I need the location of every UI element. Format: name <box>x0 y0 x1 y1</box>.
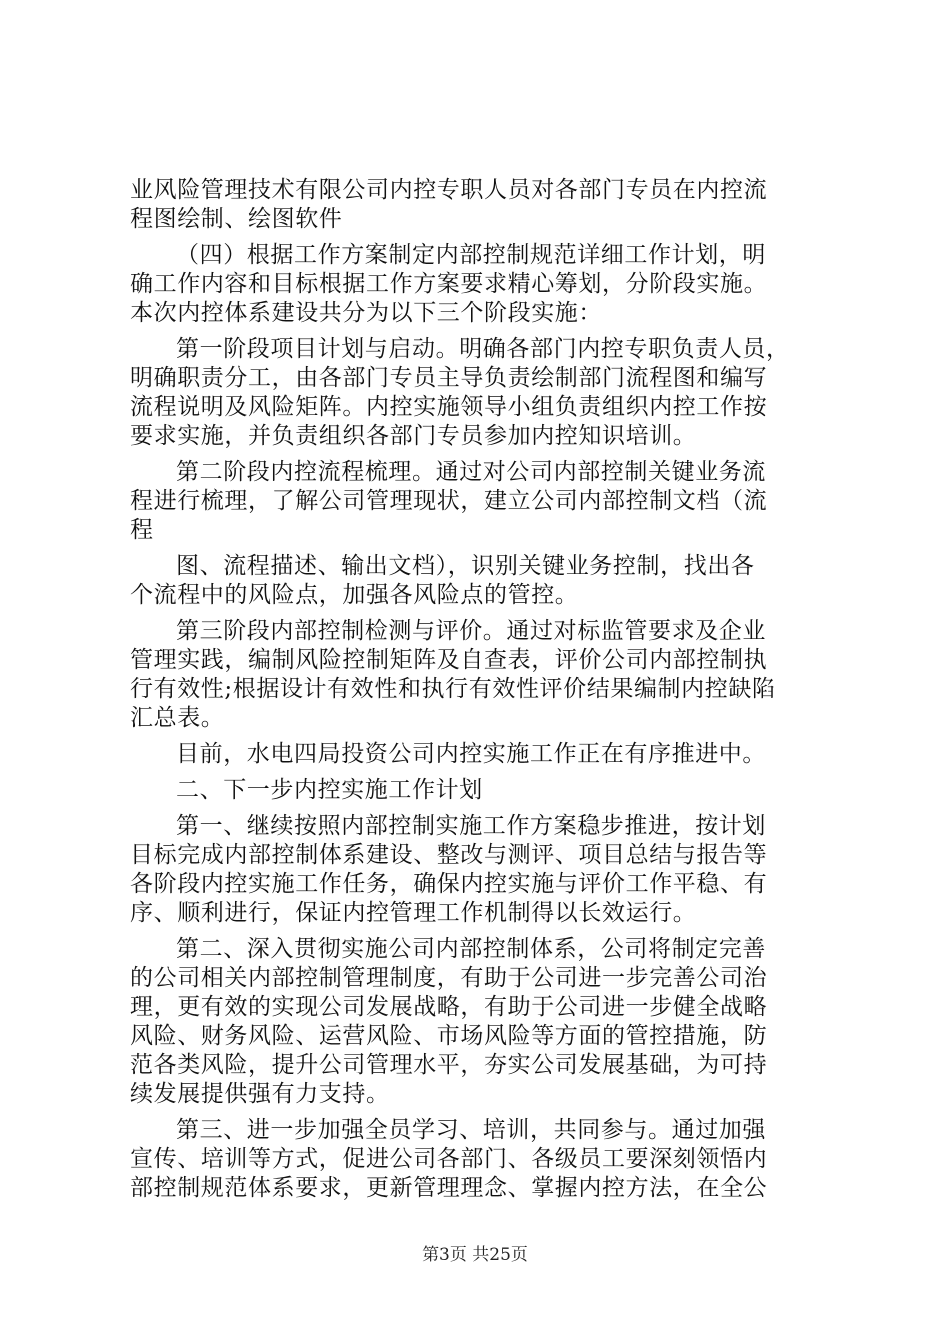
text-line: （四）根据工作方案制定内部控制规范详细工作计划，明 <box>176 242 766 268</box>
text-line: 第一阶段项目计划与启动。明确各部门内控专职负责人员， <box>176 336 790 362</box>
text-line: 业风险管理技术有限公司内控专职人员对各部门专员在内控流 <box>130 177 768 203</box>
text-line: 目标完成内部控制体系建设、整改与测评、项目总结与报告等 <box>130 842 768 868</box>
text-line: 第二阶段内控流程梳理。通过对公司内部控制关键业务流 <box>176 459 766 485</box>
text-line: 要求实施，并负责组织各部门专员参加内控知识培训。 <box>130 423 697 449</box>
text-line: 图、流程描述、输出文档），识别关键业务控制，找出各 <box>176 553 755 579</box>
text-line: 目前，水电四局投资公司内控实施工作正在有序推进中。 <box>176 741 766 767</box>
text-line: 各阶段内控实施工作任务，确保内控实施与评价工作平稳、有 <box>130 871 768 897</box>
text-line: 个流程中的风险点，加强各风险点的管控。 <box>130 582 579 608</box>
text-line: 明确职责分工，由各部门专员主导负责绘制部门流程图和编写 <box>130 365 768 391</box>
text-line: 宣传、培训等方式，促进公司各部门、各级员工要深刻领悟内 <box>130 1146 768 1172</box>
document-body <box>130 176 830 1203</box>
text-line: 第三阶段内部控制检测与评价。通过对标监管要求及企业 <box>176 618 766 644</box>
text-line: 程 <box>130 517 154 543</box>
text-line: 范各类风险，提升公司管理水平，夯实公司发展基础，为可持 <box>130 1052 768 1078</box>
text-line: 程图绘制、绘图软件 <box>130 206 343 232</box>
text-line: 流程说明及风险矩阵。内控实施领导小组负责组织内控工作按 <box>130 394 768 420</box>
text-line: 二、下一步内控实施工作计划 <box>176 777 483 803</box>
text-line: 程进行梳理，了解公司管理现状，建立公司内部控制文档（流 <box>130 488 768 514</box>
page-number-footer: 第3页 共25页 <box>422 1245 528 1265</box>
text-line: 理，更有效的实现公司发展战略，有助于公司进一步健全战略 <box>130 994 768 1020</box>
text-line: 汇总表。 <box>130 705 225 731</box>
text-line: 确工作内容和目标根据工作方案要求精心筹划，分阶段实施。 <box>130 271 768 297</box>
text-line: 行有效性;根据设计有效性和执行有效性评价结果编制内控缺陷 <box>130 676 776 702</box>
text-line: 续发展提供强有力支持。 <box>130 1081 390 1107</box>
text-line: 管理实践，编制风险控制矩阵及自查表，评价公司内部控制执 <box>130 647 768 673</box>
text-line: 第一、继续按照内部控制实施工作方案稳步推进，按计划 <box>176 813 766 839</box>
text-line: 序、顺利进行，保证内控管理工作机制得以长效运行。 <box>130 900 697 926</box>
text-line: 第二、深入贯彻实施公司内部控制体系，公司将制定完善 <box>176 936 766 962</box>
text-line: 风险、财务风险、运营风险、市场风险等方面的管控措施，防 <box>130 1023 768 1049</box>
text-line: 本次内控体系建设共分为以下三个阶段实施： <box>130 300 602 326</box>
text-line: 第三、进一步加强全员学习、培训，共同参与。通过加强 <box>176 1117 766 1143</box>
text-line: 的公司相关内部控制管理制度，有助于公司进一步完善公司治 <box>130 965 768 991</box>
text-line: 部控制规范体系要求，更新管理理念、掌握内控方法，在全公 <box>130 1175 768 1201</box>
